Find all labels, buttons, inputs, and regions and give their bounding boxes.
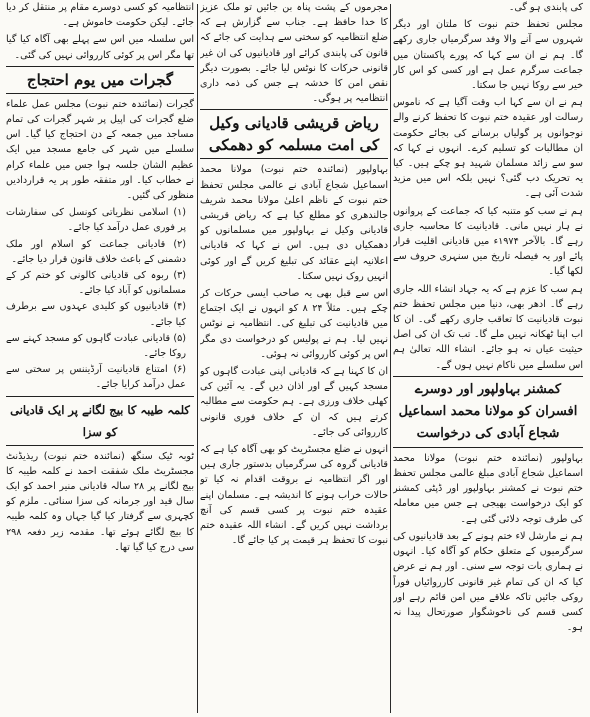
paragraph: ہم سب کا عزم ہے کہ یہ جہاد انشاء اللہ جاری رہے گا۔ ادھر بھی، دنیا میں مجلس تحفظ ختم نبوت قادیانیت کا تعاقب جاری رکھے گی۔ ان کا اب اپنا ٹھکانہ نہیں ملے گا۔ تب تک ان کی اصل حیثیت عیاں نہ ہو جائے۔ انشاء اللہ تعالیٰ ہم اس سلسلے میں ناکام نہیں ہوں گے۔ <box>393 283 583 371</box>
list-item: (۲) قادیانی جماعت کو اسلام اور ملک دشمنی کے باعث خلاف قانون قرار دیا جائے۔ <box>6 238 186 265</box>
list-item: (۴) قادیانیوں کو کلیدی عہدوں سے برطرف کیا جائے۔ <box>6 301 186 328</box>
resolution-list <box>6 205 194 392</box>
article-heading: ریاض قریشی قادیانی وکیل کی امت مسلمہ کو دھمکی <box>200 109 388 159</box>
list-item: (۳) ربوہ کی قادیانی کالونی کو ختم کر کے مسلمانوں کو آباد کیا جائے۔ <box>6 270 186 297</box>
list-item: (۶) امتناع قادیانیت آرڈیننس پر سختی سے عمل درآمد کرایا جائے۔ <box>6 364 186 391</box>
paragraph: اس سے قبل بھی یہ صاحب ایسی حرکات کر چکے ہیں۔ مثلاً ۲۴ ۸ کو انہوں نے ایک اجتماع میں قادیانیت کی تبلیغ کی۔ انتظامیہ نے نوٹس نہیں لیا۔ ہم نے پولیس کو درخواست دی مگر اس پر کوئی کارروائی نہ ہوئی۔ <box>200 288 388 360</box>
article-heading: گجرات میں یوم احتجاج <box>6 66 194 94</box>
paragraph: مجلس تحفظ ختم نبوت کا ملتان اور دیگر شہروں سے آنے والا وفد سرگرمیاں جاری رکھے گا۔ ہم نے ان سے کہا کہ پورے پاکستان میں جماعت سرگرم عمل ہے اور کسی کو اس کار خیر سے روکا نہیں جا سکتا۔ <box>393 19 583 92</box>
list-item: (۱) اسلامی نظریاتی کونسل کی سفارشات پر فوری عمل درآمد کیا جائے۔ <box>6 207 186 234</box>
article-heading: کلمہ طیبہ کا بیج لگانے پر ایک قادیانی کو سزا <box>6 396 194 446</box>
paragraph: ہم نے مارشل لاء ختم ہونے کے بعد قادیانیوں کی سرگرمیوں کے متعلق حکام کو آگاہ کیا۔ انہوں نے ہماری بات توجہ سے سنی۔ اور ہم نے عرض کیا کہ ان کی تمام غیر قانونی کارروائیاں فوراً روکی جائیں تاکہ علاقے میں امن قائم رہے اور کسی قسم کی ناخوشگوار صورتحال پیدا نہ ہو۔ <box>393 530 583 634</box>
paragraph: ہم نے ان سے کہا اب وقت آگیا ہے کہ ناموس رسالت اور عقیدہ ختم نبوت کا تحفظ کرنے والے نوجوانوں پر گولیاں برسانے کی بجائے حکومت ان مطالبات کو تسلیم کرے۔ انہوں نے کہا کہ سو سے زائد مسلمان شہید ہو چکے ہیں۔ کیا یہ تحریک دب گئی؟ نہیں بلکہ اس میں مزید شدت آئی ہے۔ <box>393 97 583 200</box>
paragraph: اس سلسلہ میں اس سے پہلے بھی آگاہ کیا گیا تھا مگر اس پر کوئی کارروائی نہیں کی گئی۔ <box>6 34 194 61</box>
column-left <box>6 0 194 717</box>
article-heading: کمشنر بہاولپور اور دوسرے افسران کو مولانا محمد اسماعیل شجاع آبادی کی درخواست <box>393 376 583 448</box>
paragraph: بہاولپور (نمائندہ ختم نبوت) مولانا محمد اسماعیل شجاع آبادی مبلغ عالمی مجلس تحفظ ختم نبوت نے کمشنر بہاولپور اور ڈپٹی کمشنر کو ایک درخواست بھیجی ہے جس میں معاملہ کی طرف توجہ دلائی گئی ہے۔ <box>393 452 583 525</box>
paragraph: ان کا کہنا ہے کہ قادیانی اپنی عبادت گاہوں کو مسجد کہیں گے اور اذان دیں گے۔ یہ آئین کی کھلی خلاف ورزی ہے۔ ہم حکومت سے مطالبہ کرتے ہیں کہ ان کے خلاف فوری قانونی کارروائی کی جائے۔ <box>200 366 388 438</box>
paragraph: بہاولپور (نمائندہ ختم نبوت) مولانا محمد اسماعیل شجاع آبادی نے عالمی مجلس تحفظ ختم نبوت کے ناظم اعلیٰ مولانا محمد شریف جالندھری کو مطلع کیا ہے کہ ریاض قریشی قادیانی وکیل نے بہاولپور میں مسلمانوں کو دھمکیاں دی ہیں۔ اس نے کہا کہ قادیانی اعلانیہ اپنے عقائد کی تبلیغ کریں گے اور کوئی انہیں روک نہیں سکتا۔ <box>200 164 388 282</box>
column-right <box>393 0 583 717</box>
paragraph: کی پابندی ہو گی۔ <box>508 2 583 13</box>
paragraph: ٹوبہ ٹیک سنگھ (نمائندہ ختم نبوت) ریذیڈنٹ مجسٹریٹ ملک شفقت احمد نے کلمہ طیبہ کا بیج لگانے پر ۲۸ سالہ قادیانی منیر احمد کو ایک سال قید اور جرمانہ کی سزا سنائی۔ ملزم کو کچہری سے گرفتار کیا گیا جہاں وہ کلمہ طیبہ کا بیج لگائے ہوئے تھا۔ مقدمہ زیر دفعہ ۲۹۸ سی درج کیا گیا تھا۔ <box>6 450 194 553</box>
list-item: (۵) قادیانی عبادت گاہوں کو مسجد کہنے سے روکا جائے۔ <box>6 332 186 360</box>
paragraph: مجرموں کے پشت پناہ بن جائیں تو ملک عزیز کا خدا حافظ ہے۔ جناب سے گزارش ہے کہ ضلع انتظامیہ کو سختی سے ہدایت کی جائے کہ قانون کی پابندی کرائے اور قادیانیوں کی ان غیر قانونی حرکات کا نوٹس لیا جائے۔ بصورت دیگر نقص امن کا خدشہ ہے جس کی ذمہ داری انتظامیہ پر ہوگی۔ <box>200 2 388 105</box>
paragraph: انتظامیہ کو کسی دوسرے مقام پر منتقل کر دیا جائے۔ لیکن حکومت خاموش ہے۔ <box>6 2 194 29</box>
column-middle <box>200 0 388 717</box>
column-divider <box>390 4 391 713</box>
paragraph: گجرات (نمائندہ ختم نبوت) مجلس عمل علماء ضلع گجرات کی اپیل پر شہر گجرات کی تمام مساجد میں جمعہ کے دن احتجاج کیا گیا۔ اس سلسلے میں شہر کی جامع مسجد میں ایک عظیم الشان جلسہ ہوا جس میں علماء کرام نے خطاب کیا۔ اور متفقہ طور پر یہ قراردادیں منظور کی گئیں۔ <box>6 98 194 202</box>
paragraph: انہوں نے ضلع مجسٹریٹ کو بھی آگاہ کیا ہے کہ قادیانی گروہ کی سرگرمیاں بدستور جاری ہیں اور اگر انتظامیہ نے بروقت اقدام نہ کیا تو حالات خراب ہونے کا اندیشہ ہے۔ مسلمان اپنے عقیدہ ختم نبوت پر کسی قسم کی آنچ برداشت نہیں کریں گے۔ انشاء اللہ عقیدہ ختم نبوت کا تحفظ ہر قیمت پر کیا جائے گا۔ <box>200 444 388 547</box>
paragraph: ہم نے سب کو متنبہ کیا کہ جماعت کے پروانوں نے ہار نہیں مانی۔ قادیانیت کا محاسبہ جاری رہے گا۔ بالآخر ۱۹۷۴ء میں قادیانی اقلیت قرار پائے اور یہ فیصلہ تاریخ میں سنہری حروف سے لکھا گیا۔ <box>393 205 583 278</box>
column-divider <box>197 4 198 713</box>
